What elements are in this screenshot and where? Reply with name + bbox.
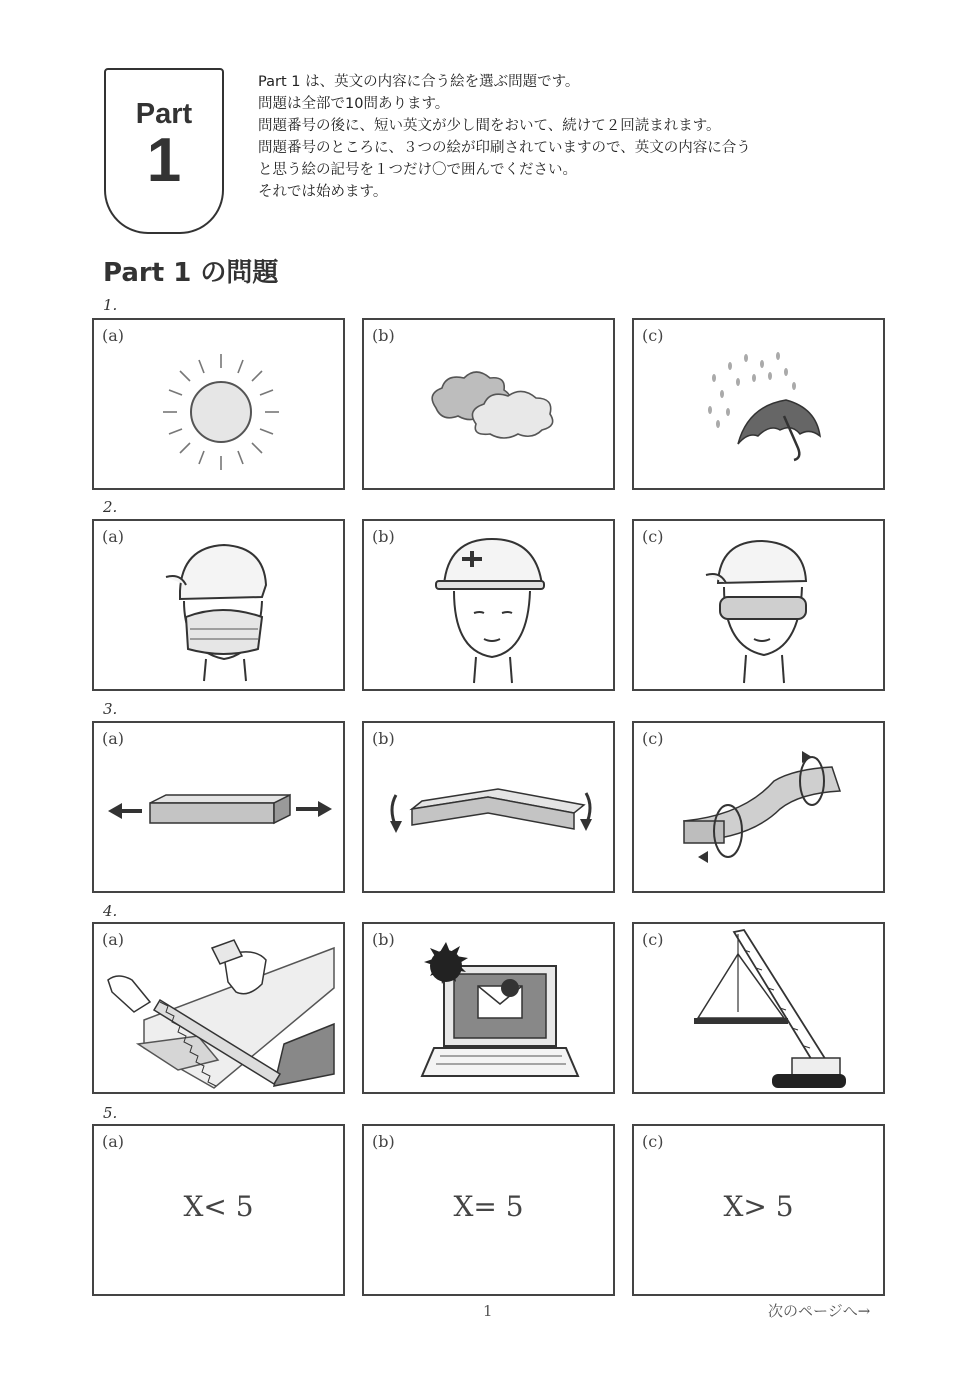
answer-option-5c[interactable]: [632, 1124, 885, 1296]
instruction-line: 問題は全部で10問あります。: [258, 96, 450, 112]
answer-option-3a[interactable]: [92, 721, 345, 893]
bar-torsion-icon: [634, 723, 885, 893]
instruction-line: 問題番号のところに、３つの絵が印刷されていますので、英文の内容に合う: [258, 140, 751, 156]
part-badge: [104, 68, 224, 234]
option-label: (b): [372, 930, 395, 949]
answer-option-1b[interactable]: [362, 318, 615, 490]
answer-option-4c[interactable]: [632, 922, 885, 1094]
sun-icon: [94, 320, 345, 490]
question-number: 1.: [103, 296, 118, 314]
answer-option-3b[interactable]: [362, 721, 615, 893]
option-label: (b): [372, 1132, 395, 1151]
worker-helmet-icon: [364, 521, 615, 691]
worker-goggles-icon: [634, 521, 885, 691]
inequality-expression: X< 5: [183, 1190, 254, 1223]
option-label: (a): [102, 1132, 125, 1151]
hand-saw-icon: [94, 924, 345, 1094]
answer-option-4b[interactable]: [362, 922, 615, 1094]
bar-tension-icon: [94, 723, 345, 893]
clouds-icon: [364, 320, 615, 490]
rain-umbrella-icon: [634, 320, 885, 490]
worker-mask-icon: [94, 521, 345, 691]
answer-option-3c[interactable]: [632, 721, 885, 893]
answer-option-2b[interactable]: [362, 519, 615, 691]
crane-icon: [634, 924, 885, 1094]
option-label: (c): [642, 1132, 664, 1151]
option-label: (a): [102, 729, 125, 748]
option-label: (c): [642, 326, 664, 345]
option-label: (a): [102, 930, 125, 949]
option-label: (b): [372, 729, 395, 748]
answer-option-4a[interactable]: [92, 922, 345, 1094]
inequality-expression: X> 5: [723, 1190, 794, 1223]
instruction-line: と思う絵の記号を１つだけ〇で囲んでください。: [258, 162, 577, 178]
answer-option-1a[interactable]: [92, 318, 345, 490]
option-label: (b): [372, 527, 395, 546]
next-page-link[interactable]: 次のページへ→: [768, 1302, 871, 1320]
part-badge-word: Part: [135, 98, 193, 130]
question-number: 5.: [103, 1104, 118, 1122]
instruction-line: それでは始めます。: [258, 184, 388, 200]
instructions: [258, 71, 918, 203]
equality-expression: X= 5: [453, 1190, 524, 1223]
answer-option-2c[interactable]: [632, 519, 885, 691]
computer-virus-icon: [364, 924, 615, 1094]
answer-option-5a[interactable]: [92, 1124, 345, 1296]
instruction-line: 問題番号の後に、短い英文が少し間をおいて、続けて２回読まれます。: [258, 118, 721, 134]
option-label: (a): [102, 527, 125, 546]
question-number: 3.: [103, 700, 118, 718]
bar-bending-icon: [364, 723, 615, 893]
answer-option-2a[interactable]: [92, 519, 345, 691]
option-label: (c): [642, 930, 664, 949]
answer-option-5b[interactable]: [362, 1124, 615, 1296]
question-number: 4.: [103, 902, 118, 920]
option-label: (c): [642, 527, 664, 546]
instruction-line: Part 1 は、英文の内容に合う絵を選ぶ問題です。: [258, 74, 580, 90]
option-label: (c): [642, 729, 664, 748]
question-number: 2.: [103, 498, 118, 516]
option-label: (a): [102, 326, 125, 345]
answer-option-1c[interactable]: [632, 318, 885, 490]
option-label: (b): [372, 326, 395, 345]
part-badge-number: 1: [146, 126, 182, 195]
page-number: 1: [483, 1302, 493, 1320]
section-title: Part 1 の問題: [103, 258, 279, 288]
